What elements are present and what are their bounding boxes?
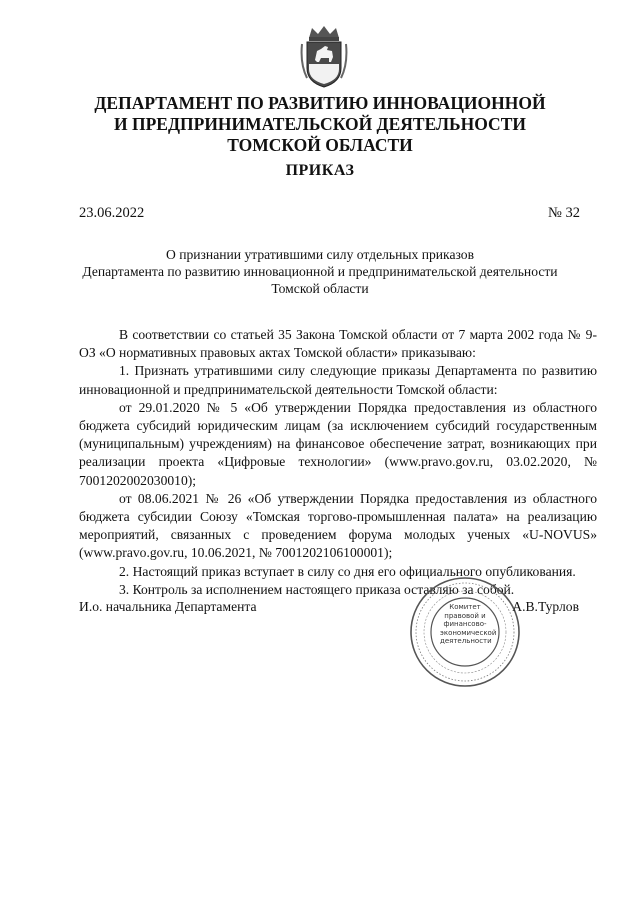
- department-name-line: И ПРЕДПРИНИМАТЕЛЬСКОЙ ДЕЯТЕЛЬНОСТИ: [114, 114, 526, 134]
- stamp-line: Комитет: [449, 603, 481, 611]
- body-paragraph: от 29.01.2020 № 5 «Об утверждении Порядка предоставления из областного бюджета субсидий юридическим лицам (за исключением субсидий государственным (муниципальным) учреждениям) на финансовое обеспечение затрат, возникающих при реализации проекта «Цифровые технологии» (www.pravo.gov.ru, 03.02.2020, № 7001202002030010);: [79, 399, 597, 488]
- signatory-title: И.о. начальника Департамента: [79, 599, 257, 614]
- body-paragraph: от 08.06.2021 № 26 «Об утверждении Порядка предоставления из областного бюджета субсидии Союзу «Томская торгово-промышленная палата» на реализацию мероприятий, связанных с проведением форума молодых ученых «U-NOVUS» (www.pravo.gov.ru, 10.06.2021, № 7001202106100001);: [79, 490, 597, 561]
- body-paragraph: 1. Признать утратившими силу следующие приказы Департамента по развитию инновационной и предпринимательской деятельности Томской области:: [79, 363, 597, 397]
- subject-line: О признании утратившими силу отдельных приказов: [166, 247, 474, 262]
- official-stamp: [408, 575, 522, 689]
- stamp-line: деятельности: [440, 637, 492, 646]
- stamp-line: правовой и: [444, 611, 486, 620]
- document-type-title: ПРИКАЗ: [285, 162, 355, 179]
- body-paragraph: 2. Настоящий приказ вступает в силу со дня его официального опубликования.: [119, 563, 576, 579]
- department-name: [60, 93, 580, 156]
- coat-of-arms-icon: [299, 24, 349, 90]
- department-name-line: ДЕПАРТАМЕНТ ПО РАЗВИТИЮ ИННОВАЦИОННОЙ: [94, 93, 546, 113]
- signatory-name: А.В.Турлов: [512, 599, 579, 614]
- document-number: № 32: [548, 205, 580, 221]
- document-body: [79, 326, 597, 599]
- document-date: 23.06.2022: [79, 205, 145, 221]
- stamp-line: экономической: [440, 628, 497, 637]
- subject-line: Томской области: [271, 281, 369, 296]
- body-paragraph: В соответствии со статьей 35 Закона Томской области от 7 марта 2002 года № 9-ОЗ «О нормативных правовых актах Томской области» приказываю:: [79, 327, 597, 361]
- subject-line: Департамента по развитию инновационной и предпринимательской деятельности: [82, 264, 558, 279]
- document-subject: [60, 246, 580, 297]
- department-name-line: ТОМСКОЙ ОБЛАСТИ: [227, 135, 413, 155]
- body-paragraph: 3. Контроль за исполнением настоящего приказа оставляю за собой.: [119, 581, 515, 597]
- stamp-line: финансово-: [443, 620, 487, 629]
- stamp-text: [440, 603, 497, 646]
